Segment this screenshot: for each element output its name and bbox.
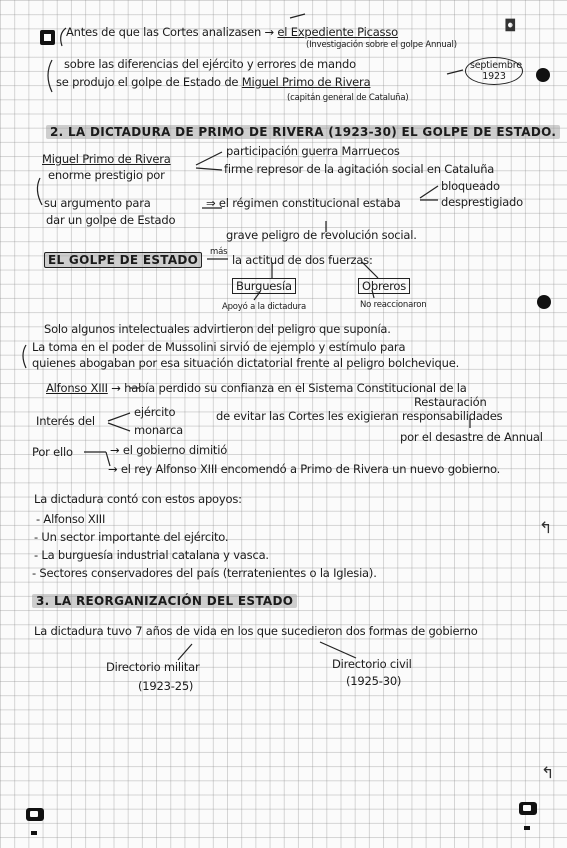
intro-capitan: (capitán general de Cataluña) (287, 93, 409, 103)
intro-before-text: Antes de que las Cortes analizasen (66, 25, 262, 39)
golpe-mussolini-1: La toma en el poder de Mussolini sirvió de ejemplo y estímulo para (32, 340, 406, 354)
golpe-dimitio: → el gobierno dimitió (110, 443, 228, 457)
s3-directorio-militar: Directorio militar (106, 660, 200, 674)
margin-mark-1: ↰ (539, 518, 553, 537)
section-2-heading: 2. LA DICTADURA DE PRIMO DE RIVERA (1923-30) EL GOLPE DE ESTADO. (46, 125, 560, 139)
section-3-heading: 3. LA REORGANIZACIÓN DEL ESTADO (32, 594, 297, 608)
golpe-burguesia: Burguesía (232, 278, 296, 294)
golpe-ejercito: ejército (134, 405, 176, 419)
corner-mark-bottom-left-bar (31, 831, 37, 835)
apoyos-item-4: - Sectores conservadores del país (terratenientes o la Iglesia). (32, 566, 377, 580)
intro-line-1: Antes de que las Cortes analizasen → el Expediente Picasso (66, 25, 398, 39)
s2-regimen: ⇒ el régimen constitucional estaba (206, 196, 401, 210)
golpe-mussolini-2: quienes abogaban por esa situación dictatorial frente al peligro bolchevique. (32, 356, 460, 370)
apoyos-item-3: - La burguesía industrial catalana y vasca. (34, 548, 269, 562)
binder-hole-middle (537, 295, 551, 309)
corner-mark-top-left (40, 30, 55, 45)
binder-hole-top (536, 68, 550, 82)
golpe-actitud: la actitud de dos fuerzas: (232, 253, 373, 267)
s3-dictadura-line: La dictadura tuvo 7 años de vida en los que sucedieron dos formas de gobierno (34, 624, 478, 638)
intro-date-circle: septiembre 1923 (465, 57, 523, 85)
golpe-dimitio-text: el gobierno dimitió (122, 443, 228, 457)
s2-represor: firme represor de la agitación social en Cataluña (224, 162, 495, 176)
golpe-evitar: de evitar las Cortes les exigieran responsabilidades (216, 409, 503, 423)
margin-mark-2: ↰ (541, 763, 555, 782)
s2-bloqueado: bloqueado (441, 179, 500, 193)
s2-desprestigiado: desprestigiado (441, 195, 523, 209)
corner-mark-bottom-right-bar (524, 826, 530, 830)
golpe-restauracion: Restauración (414, 395, 487, 409)
intro-line-2: sobre las diferencias del ejército y errores de mando (64, 57, 356, 71)
golpe-confianza: había perdido su confianza en el Sistema Constitucional de la (124, 381, 467, 395)
s2-regimen-text: el régimen constitucional estaba (218, 196, 401, 210)
s2-argumento-1: su argumento para (44, 196, 151, 210)
intro-golpe-text: se produjo el golpe de Estado de (56, 75, 239, 89)
intro-investigacion: (Investigación sobre el golpe Annual) (306, 40, 457, 50)
s2-prestigio: enorme prestigio por (48, 168, 165, 182)
golpe-intelectuales: Solo algunos intelectuales advirtieron del peligro que suponía. (44, 322, 391, 336)
golpe-interes: Interés del (36, 414, 95, 428)
golpe-por-ello: Por ello (32, 445, 73, 459)
s3-directorio-civil: Directorio civil (332, 657, 412, 671)
s2-argumento-2: dar un golpe de Estado (46, 213, 176, 227)
s3-civil-years: (1925-30) (346, 674, 402, 688)
corner-mark-top-right: ◘ (504, 16, 517, 35)
golpe-annual: por el desastre de Annual (400, 430, 543, 444)
corner-mark-bottom-right (519, 802, 537, 815)
golpe-obreros: Obreros (358, 278, 410, 294)
s2-guerra: participación guerra Marruecos (226, 144, 400, 158)
golpe-mas-label: más (210, 247, 228, 257)
s3-militar-years: (1923-25) (138, 679, 194, 693)
apoyos-item-2: - Un sector importante del ejército. (34, 530, 229, 544)
golpe-alfonso: Alfonso XIII (46, 381, 108, 395)
golpe-no-reaccionaron: No reaccionaron (360, 300, 427, 310)
s2-peligro: grave peligro de revolución social. (226, 228, 417, 242)
golpe-heading-text: EL GOLPE DE ESTADO (48, 253, 199, 267)
golpe-encomendo-text: el rey Alfonso XIII encomendó a Primo de Rivera un nuevo gobierno. (120, 462, 501, 476)
golpe-alfonso-line: Alfonso XIII → había perdido su confianza en el Sistema Constitucional de la (46, 381, 467, 395)
intro-line-3 (56, 75, 370, 89)
intro-expediente: el Expediente Picasso (277, 25, 398, 39)
golpe-heading (44, 252, 202, 268)
corner-mark-bottom-left (26, 808, 44, 821)
golpe-encomendo: → el rey Alfonso XIII encomendó a Primo de Rivera un nuevo gobierno. (108, 462, 501, 476)
golpe-apoyo: Apoyó a la dictadura (222, 302, 306, 312)
intro-primo: Miguel Primo de Rivera (241, 75, 371, 89)
apoyos-title: La dictadura contó con estos apoyos: (34, 492, 242, 506)
golpe-monarca: monarca (134, 423, 184, 437)
apoyos-item-1: - Alfonso XIII (36, 512, 106, 526)
s2-miguel-primo: Miguel Primo de Rivera (42, 152, 171, 166)
